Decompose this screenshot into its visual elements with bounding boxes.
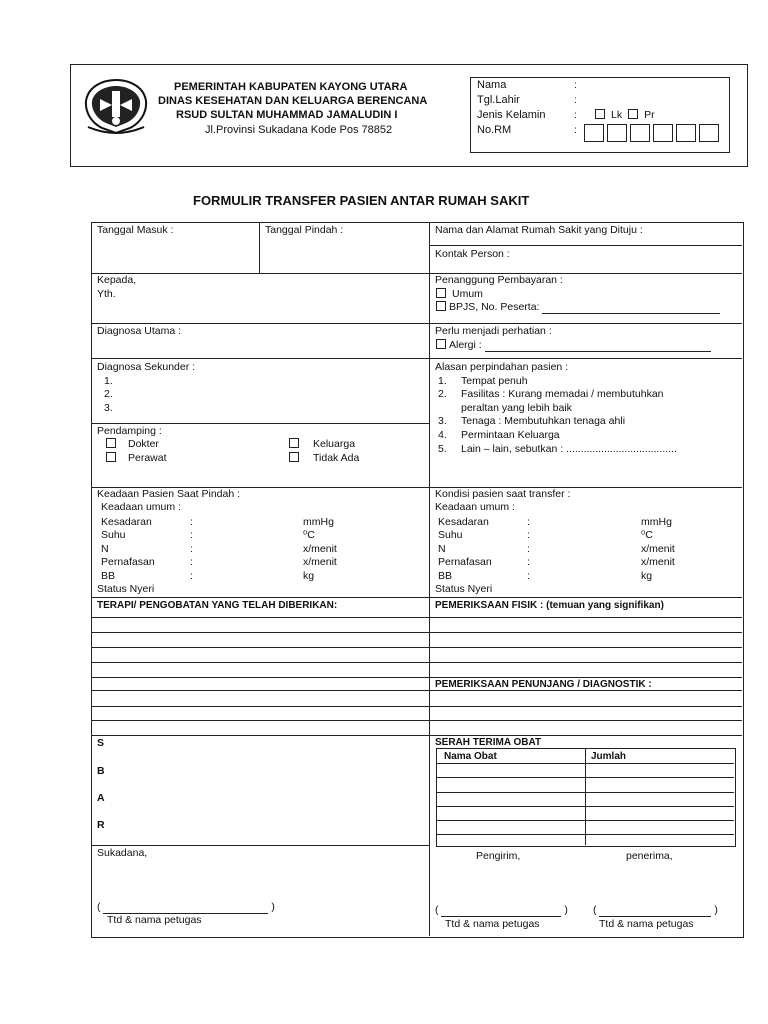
reason-text: Tempat penuh [461,375,528,387]
pendamping-label: Pendamping : [97,425,162,437]
tanggal-masuk-label: Tanggal Masuk : [97,224,174,236]
nama-alamat-rs-label: Nama dan Alamat Rumah Sakit yang Dituju : [435,224,643,236]
colon: : [190,516,193,528]
paren-open: ( [97,901,101,913]
reason-text: Permintaan Keluarga [461,429,560,441]
vital-label: Pernafasan [438,556,492,568]
sekunder-item: 3. [104,402,113,414]
colon: : [190,556,193,568]
colon: : [574,94,577,106]
tidak-ada-option [289,452,359,465]
unit-label: x/menit [641,556,675,568]
vital-label: Kesadaran [101,516,152,528]
colon: : [527,516,530,528]
paren-close: ) [271,901,275,913]
penanggung-label: Penanggung Pembayaran : [435,274,563,286]
reason-text: Tenaga : Membutuhkan tenaga ahli [461,415,626,427]
jumlah-header: Jumlah [591,751,627,762]
umum-label: Umum [452,288,483,300]
reason-item [438,375,528,388]
sbar-r: R [97,819,105,831]
keadaan-pindah-title: Keadaan Pasien Saat Pindah : [97,488,241,500]
keadaan-umum-label: Keadaan umum : [435,501,515,513]
dokter-option [106,438,159,451]
header-line2: DINAS KESEHATAN DAN KELUARGA BERENCANA [158,95,428,107]
signature-penerima-line[interactable] [593,904,718,917]
paren-close: ) [564,904,568,916]
kepada-label: Kepada, [97,274,137,286]
kontak-person-label: Kontak Person : [435,248,510,260]
rm-digit-box[interactable] [699,124,719,142]
signature-line[interactable] [441,916,561,917]
ttd-label: Ttd & nama petugas [599,918,694,930]
dokter-checkbox[interactable] [106,438,116,448]
colon: : [527,556,530,568]
perawat-label: Perawat [128,452,167,464]
unit-label: ⁰C [303,529,315,541]
reason-text: Lain – lain, sebutkan : ...................................... [461,443,677,455]
alergi-checkbox[interactable] [436,339,446,349]
reason-text: Fasilitas : Kurang memadai / membutuhkan [461,388,664,400]
vital-label: Status Nyeri [435,583,493,595]
paren-close: ) [714,904,718,916]
colon: : [190,570,193,582]
bpjs-option [436,301,720,314]
unit-label: x/menit [641,543,675,555]
bpjs-checkbox[interactable] [436,301,446,311]
unit-label: x/menit [303,556,337,568]
reason-number: 4. [438,429,447,441]
alergi-label: Alergi : [449,339,482,351]
signature-line[interactable] [599,916,711,917]
reason-item [438,443,677,456]
paren-open: ( [593,904,597,916]
reason-item [438,388,664,401]
sekunder-item: 1. [104,375,113,387]
pr-label: Pr [644,109,655,121]
vital-label: Kesadaran [438,516,489,528]
serah-terima-heading: SERAH TERIMA OBAT [435,737,542,748]
patient-nama-label: Nama [477,79,507,91]
nama-obat-header: Nama Obat [444,751,497,762]
regency-emblem-icon [82,77,150,135]
tidak-ada-label: Tidak Ada [313,452,360,464]
reason-item [438,429,560,442]
tidak-ada-checkbox[interactable] [289,452,299,462]
unit-label: mmHg [641,516,672,528]
ttd-label: Ttd & nama petugas [107,914,202,926]
diagnosa-utama-label: Diagnosa Utama : [97,325,182,337]
reason-number: 1. [438,375,447,387]
sbar-s: S [97,737,105,749]
signature-petugas-line[interactable] [97,901,275,914]
rm-digit-box[interactable] [584,124,604,142]
colon: : [574,79,577,91]
vital-label: Status Nyeri [97,583,155,595]
reason-number: 3. [438,415,447,427]
paren-open: ( [435,904,439,916]
bpjs-label: BPJS, No. Peserta: [449,301,540,313]
alasan-label: Alasan perpindahan pasien : [435,361,569,373]
yth-label: Yth. [97,288,116,300]
sex-options [595,109,655,122]
unit-label: kg [641,570,653,582]
colon: : [574,109,577,121]
vital-label: BB [101,570,116,582]
patient-jk-label: Jenis Kelamin [477,109,546,121]
rm-digit-box[interactable] [676,124,696,142]
header-line1: PEMERINTAH KABUPATEN KAYONG UTARA [174,81,408,93]
keluarga-checkbox[interactable] [289,438,299,448]
perhatian-label: Perlu menjadi perhatian : [435,325,552,337]
penerima-label: penerima, [626,850,673,862]
pengirim-label: Pengirim, [476,850,521,862]
header-address: Jl.Provinsi Sukadana Kode Pos 78852 [205,124,393,136]
colon: : [527,570,530,582]
reason-item [438,415,625,428]
ttd-label: Ttd & nama petugas [445,918,540,930]
vital-label: Pernafasan [101,556,155,568]
perawat-checkbox[interactable] [106,452,116,462]
colon: : [527,529,530,541]
alergi-line[interactable] [485,351,711,352]
vital-label: Suhu [101,529,126,541]
unit-label: kg [303,570,315,582]
colon: : [527,543,530,555]
colon: : [190,529,193,541]
lk-label: Lk [611,109,623,121]
tanggal-pindah-label: Tanggal Pindah : [265,224,344,236]
lk-checkbox[interactable] [595,109,605,119]
vital-label: BB [438,570,453,582]
vital-label: Suhu [438,529,463,541]
perawat-option [106,452,167,465]
bpjs-number-line[interactable] [542,313,720,314]
sbar-a: A [97,792,105,804]
patient-norm-label: No.RM [477,124,512,136]
sukadana-label: Sukadana, [97,847,148,859]
sbar-b: B [97,765,105,777]
diagnosa-sekunder-label: Diagnosa Sekunder : [97,361,196,373]
keluarga-label: Keluarga [313,438,356,450]
rm-number-boxes[interactable] [584,124,722,142]
fisik-heading: PEMERIKSAAN FISIK : (temuan yang signifikan) [435,600,664,611]
patient-tgl-label: Tgl.Lahir [477,94,520,106]
umum-checkbox[interactable] [436,288,446,298]
reason-number: 5. [438,443,447,455]
reason-item [438,402,572,415]
keadaan-umum-label: Keadaan umum : [101,501,181,513]
colon: : [190,543,193,555]
sekunder-item: 2. [104,388,113,400]
colon: : [574,124,577,136]
terapi-heading: TERAPI/ PENGOBATAN YANG TELAH DIBERIKAN: [97,600,338,611]
alergi-option [436,339,711,352]
unit-label: mmHg [303,516,334,528]
header-line3: RSUD SULTAN MUHAMMAD JAMALUDIN I [176,109,398,121]
unit-label: x/menit [303,543,337,555]
rm-digit-box[interactable] [630,124,650,142]
form-title: FORMULIR TRANSFER PASIEN ANTAR RUMAH SAKIT [193,193,530,208]
umum-option [436,288,483,301]
signature-pengirim-line[interactable] [435,904,568,917]
unit-label: ⁰C [641,529,653,541]
dokter-label: Dokter [128,438,159,450]
pr-checkbox[interactable] [628,109,638,119]
vital-label: N [438,543,446,555]
rm-digit-box[interactable] [607,124,627,142]
penunjang-heading: PEMERIKSAAN PENUNJANG / DIAGNOSTIK : [435,679,652,690]
vital-label: N [101,543,109,555]
kondisi-transfer-title: Kondisi pasien saat transfer : [435,488,571,500]
rm-digit-box[interactable] [653,124,673,142]
keluarga-option [289,438,355,451]
reason-text: peraltan yang lebih baik [461,402,572,414]
reason-number: 2. [438,388,447,400]
